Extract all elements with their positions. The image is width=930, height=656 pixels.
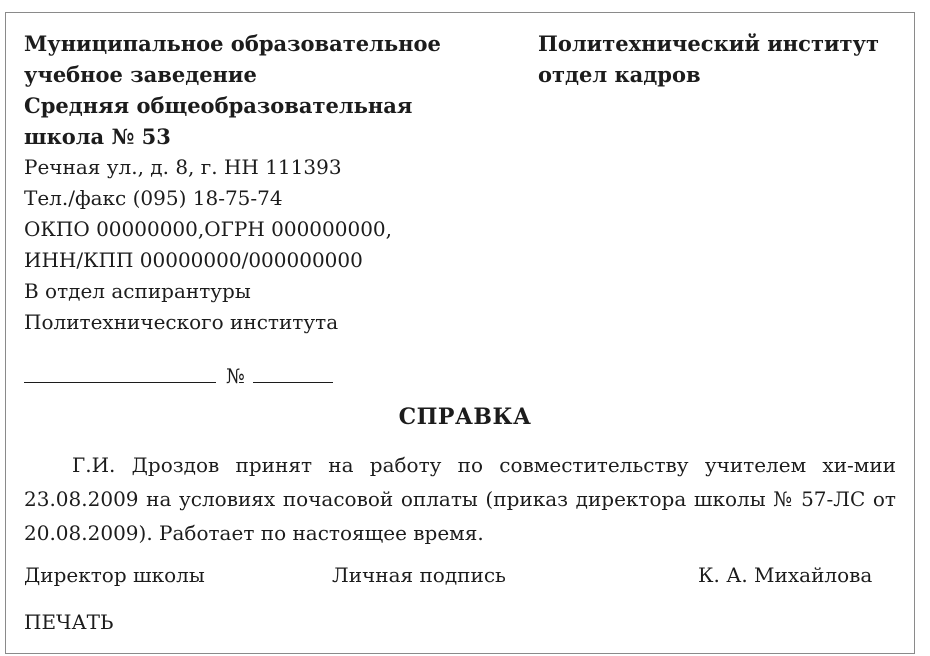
sender-to-line1: В отдел аспирантуры bbox=[24, 279, 251, 303]
sender-org-line2: учебное заведение bbox=[24, 62, 257, 87]
recipient-line2: отдел кадров bbox=[538, 62, 701, 87]
recipient-line1: Политехнический институт bbox=[538, 31, 879, 56]
sender-school-line1: Средняя общеобразовательная bbox=[24, 93, 413, 118]
recipient-block bbox=[538, 28, 908, 90]
signature-label: Личная подпись bbox=[332, 563, 506, 587]
number-blank-field bbox=[253, 362, 333, 383]
sender-block bbox=[24, 28, 494, 338]
document-body: Г.И. Дроздов принят на работу по совместительству учителем хи-мии 23.08.2009 на условиях почасовой оплаты (приказ директора школы № 57-ЛС от 20.08.2009). Работает по настоящее время. bbox=[24, 453, 896, 545]
sender-to-line2: Политехнического института bbox=[24, 310, 339, 334]
registration-line bbox=[24, 362, 333, 390]
sender-phone: Тел./факс (095) 18-75-74 bbox=[24, 186, 283, 210]
number-sign: № bbox=[226, 364, 245, 388]
sender-org-line1: Муниципальное образовательное bbox=[24, 31, 441, 56]
sender-inn-kpp: ИНН/КПП 00000000/000000000 bbox=[24, 248, 363, 272]
document-title: СПРАВКА bbox=[398, 404, 532, 430]
date-blank-field bbox=[24, 362, 216, 383]
signature-position: Директор школы bbox=[24, 563, 205, 587]
stamp-label: ПЕЧАТЬ bbox=[24, 610, 114, 634]
sender-school-line2: школа № 53 bbox=[24, 124, 171, 149]
sender-okpo-ogrn: ОКПО 00000000,ОГРН 000000000, bbox=[24, 217, 392, 241]
signature-name: К. А. Михайлова bbox=[698, 563, 873, 587]
sender-address: Речная ул., д. 8, г. НН 111393 bbox=[24, 155, 342, 179]
